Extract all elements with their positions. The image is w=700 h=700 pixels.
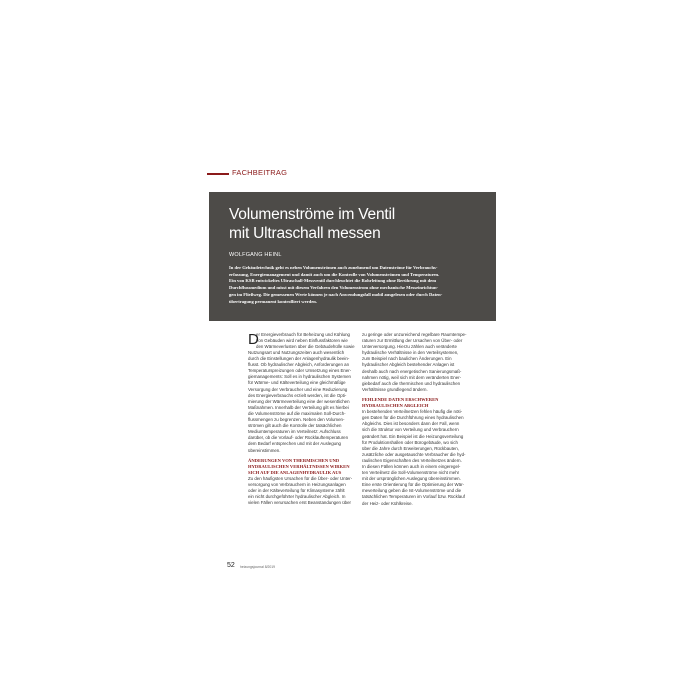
body-line: strömen gilt auch die Kontrolle der tatsächlichen	[248, 423, 342, 429]
body-line: Mediumtemperaturen im Verteilnetz: Aufschluss	[248, 429, 341, 435]
body-line: Eine erste Orientierung für die Optimierung der Wär-	[362, 482, 465, 488]
subheading	[362, 397, 482, 409]
body-line: des Energieverbrauchs erzielt werden, ist die Opti-	[248, 392, 347, 398]
body-line: giebedarf auch die thermischen und hydraulischen	[362, 380, 461, 386]
body-line: Zu den häufigsten Ursachen für die Über- oder Unter-	[248, 475, 353, 481]
body-line: Temperaturspreizungen oder Umsetzung eines Ener-	[248, 368, 352, 374]
body-line: ein nicht durchgeführter hydraulischer Abgleich. In	[248, 494, 346, 500]
body-line: deshalb auch nach energetischen Sanierungsmaß-	[362, 368, 462, 374]
body-line: den Wärmeverlusten über die Gebäudehülle sowie	[256, 344, 355, 350]
drop-cap: D	[248, 331, 259, 348]
lead-line: übertragung permanent kontrolliert werden.	[229, 298, 317, 304]
subheading-line: SICH AUF DIE ANLAGENHYDRAULIK AUS	[248, 469, 342, 475]
body-column-left	[248, 350, 358, 506]
body-line: zum Beispiel nach baulichen Änderungen. Ein	[362, 356, 452, 362]
body-line: darüber, ob die Vorlauf- oder Rücklauftemperaturen	[248, 435, 349, 441]
body-line: Verhältnisse grundlegend ändern.	[362, 386, 428, 392]
subheading-line: FEHLENDE DATEN ERSCHWEREN	[362, 396, 439, 402]
lead-line: gen im Fließweg. Die gemessenen Werte können je nach Anwendungsfall mobil ausgelesen oder durch Daten-	[229, 291, 443, 297]
body-line: raturen zur Ermittlung der Ursachen von Über- oder	[362, 338, 463, 344]
body-line: flusst. Ob hydraulischer Abgleich, Anforderungen an	[248, 362, 350, 368]
body-line: versorgung von Verbrauchern in Heizungsanlagen	[248, 481, 346, 487]
body-line: tatsächlichen Temperaturen im Vorlauf bzw. Rücklauf	[362, 494, 465, 500]
section-kicker: FACHBEITRAG	[232, 168, 288, 177]
body-line: durch die Einstellungen der Anlagenhydraulik beein-	[248, 356, 350, 362]
body-line: über die Jahre durch Erweiterungen, Rückbauten,	[362, 445, 459, 451]
body-line: mit der ursprünglichen Auslegung übereinstimmen.	[362, 476, 461, 482]
article-title	[229, 205, 395, 243]
body-line: nahmen nötig, weil sich mit dem veränderten Ener-	[362, 374, 462, 380]
body-column-right	[362, 332, 482, 507]
lead-line: Durchflussmedium und misst mit diesem Verfahren den Volumenstrom ohne mechanische Messeinrichtun-	[229, 285, 439, 291]
article-lead	[229, 265, 491, 305]
body-line: Versorgung der Verbraucher und eine Reduzierung	[248, 386, 348, 392]
body-column-left-intro	[256, 332, 366, 350]
publication-name: heizungsjournal 8/2019	[240, 565, 276, 569]
subheading-line: HYDRAULISCHEN VERHÄLTNISSEN WIRKEN	[248, 463, 350, 469]
body-line: dem Bedarf entsprechen und mit der Auslegung	[248, 441, 341, 447]
lead-line: Ein von KSB entwickeltes Ultraschall-Messventil durchleuchtet die Rohrleitung ohne Berührung mit dem	[229, 278, 437, 284]
body-line: In diesen Fällen können auch in einem eingeregel-	[362, 463, 461, 469]
article-author: WOLFGANG HEINL	[229, 252, 282, 258]
body-line: Maßnahmen. Innerhalb der Verteilung gilt es hierbei	[248, 404, 349, 410]
body-line: Unterversorgung. Hierzu zählen auch veränderte	[362, 344, 457, 350]
article-title-line: mit Ultraschall messen	[229, 225, 381, 242]
lead-line: erfassung, Energiemanagement und damit auch um die Kontrolle von Volumenströmen und Temperaturen.	[229, 271, 440, 277]
body-line: oder in der Kälteverteilung für Klimasysteme zählt	[248, 488, 345, 494]
page-number: 52	[227, 562, 235, 569]
body-line: für Produktionshallen oder Bürogebäude, wo sich	[362, 439, 458, 445]
body-line: er Energieverbrauch für Beheizung und Kühlung	[256, 332, 350, 337]
body-line: hydraulischer Abgleich bestehender Anlagen ist	[362, 362, 455, 368]
body-line: sich die Struktur von Verteilung und Verbrauchern	[362, 427, 459, 433]
body-line: In bestehenden Verteilnetzen fehlen häufig die nöti-	[362, 409, 463, 415]
lead-line: In der Gebäudetechnik geht es neben Volumenströmen auch zunehmend um Datenströme für Verbrauchs-	[229, 265, 438, 270]
body-line: mierung der Wärmeverteilung eine der wesentlichen	[248, 398, 350, 404]
kicker-accent-bar	[207, 173, 229, 175]
body-line: meverteilung geben die Ist-Volumenströme und die	[362, 488, 462, 494]
body-line: geändert hat. Ein Beispiel ist die Heizungsverteilung	[362, 433, 464, 439]
body-line: übereinstimmen.	[248, 447, 281, 453]
subheading-line: ÄNDERUNGEN VON THERMISCHEN UND	[248, 457, 340, 463]
body-line: von Gebäuden wird neben Einflussfaktoren wie	[256, 338, 348, 344]
body-line: raulischen Eigenschaften des Verteilnetzes ändern.	[362, 457, 462, 463]
body-line: zu geringe oder unzureichend regelbare Raumtempe-	[362, 332, 467, 337]
body-line: der Heiz- oder Kühlkreise.	[362, 500, 413, 506]
body-line: giemanagements: Soll es in hydraulischen Systemen	[248, 374, 351, 380]
body-line: Abgleichs. Dies ist besonders dann der Fall, wenn	[362, 421, 460, 427]
subheading	[248, 458, 358, 476]
subheading-line: HYDRAULISCHEN ABGLEICH	[362, 403, 429, 409]
body-line: für Wärme- und Kälteverteilung eine gleichmäßige	[248, 380, 346, 386]
body-line: die Volumenströme auf die maximalen Soll-Durch-	[248, 410, 346, 416]
body-line: zusätzliche oder ausgetauschte Verbraucher die hyd-	[362, 451, 466, 457]
body-line: hydraulische Verhältnisse in den Verteilsystemen,	[362, 350, 459, 356]
body-line: ten Verteilnetz die Soll-Volumenströme nicht mehr	[362, 470, 460, 476]
body-line: gen Daten für die Durchführung eines hydraulischen	[362, 415, 464, 421]
body-line: Nutzungsart und Nutzungszeiten auch wesentlich	[248, 350, 345, 355]
article-title-line: Volumenströme im Ventil	[229, 206, 395, 223]
body-line: flussmengen zu begrenzen. Neben den Volumen-	[248, 417, 345, 423]
body-line: vielen Fällen verursachen erst Beanstandungen über	[248, 500, 352, 506]
